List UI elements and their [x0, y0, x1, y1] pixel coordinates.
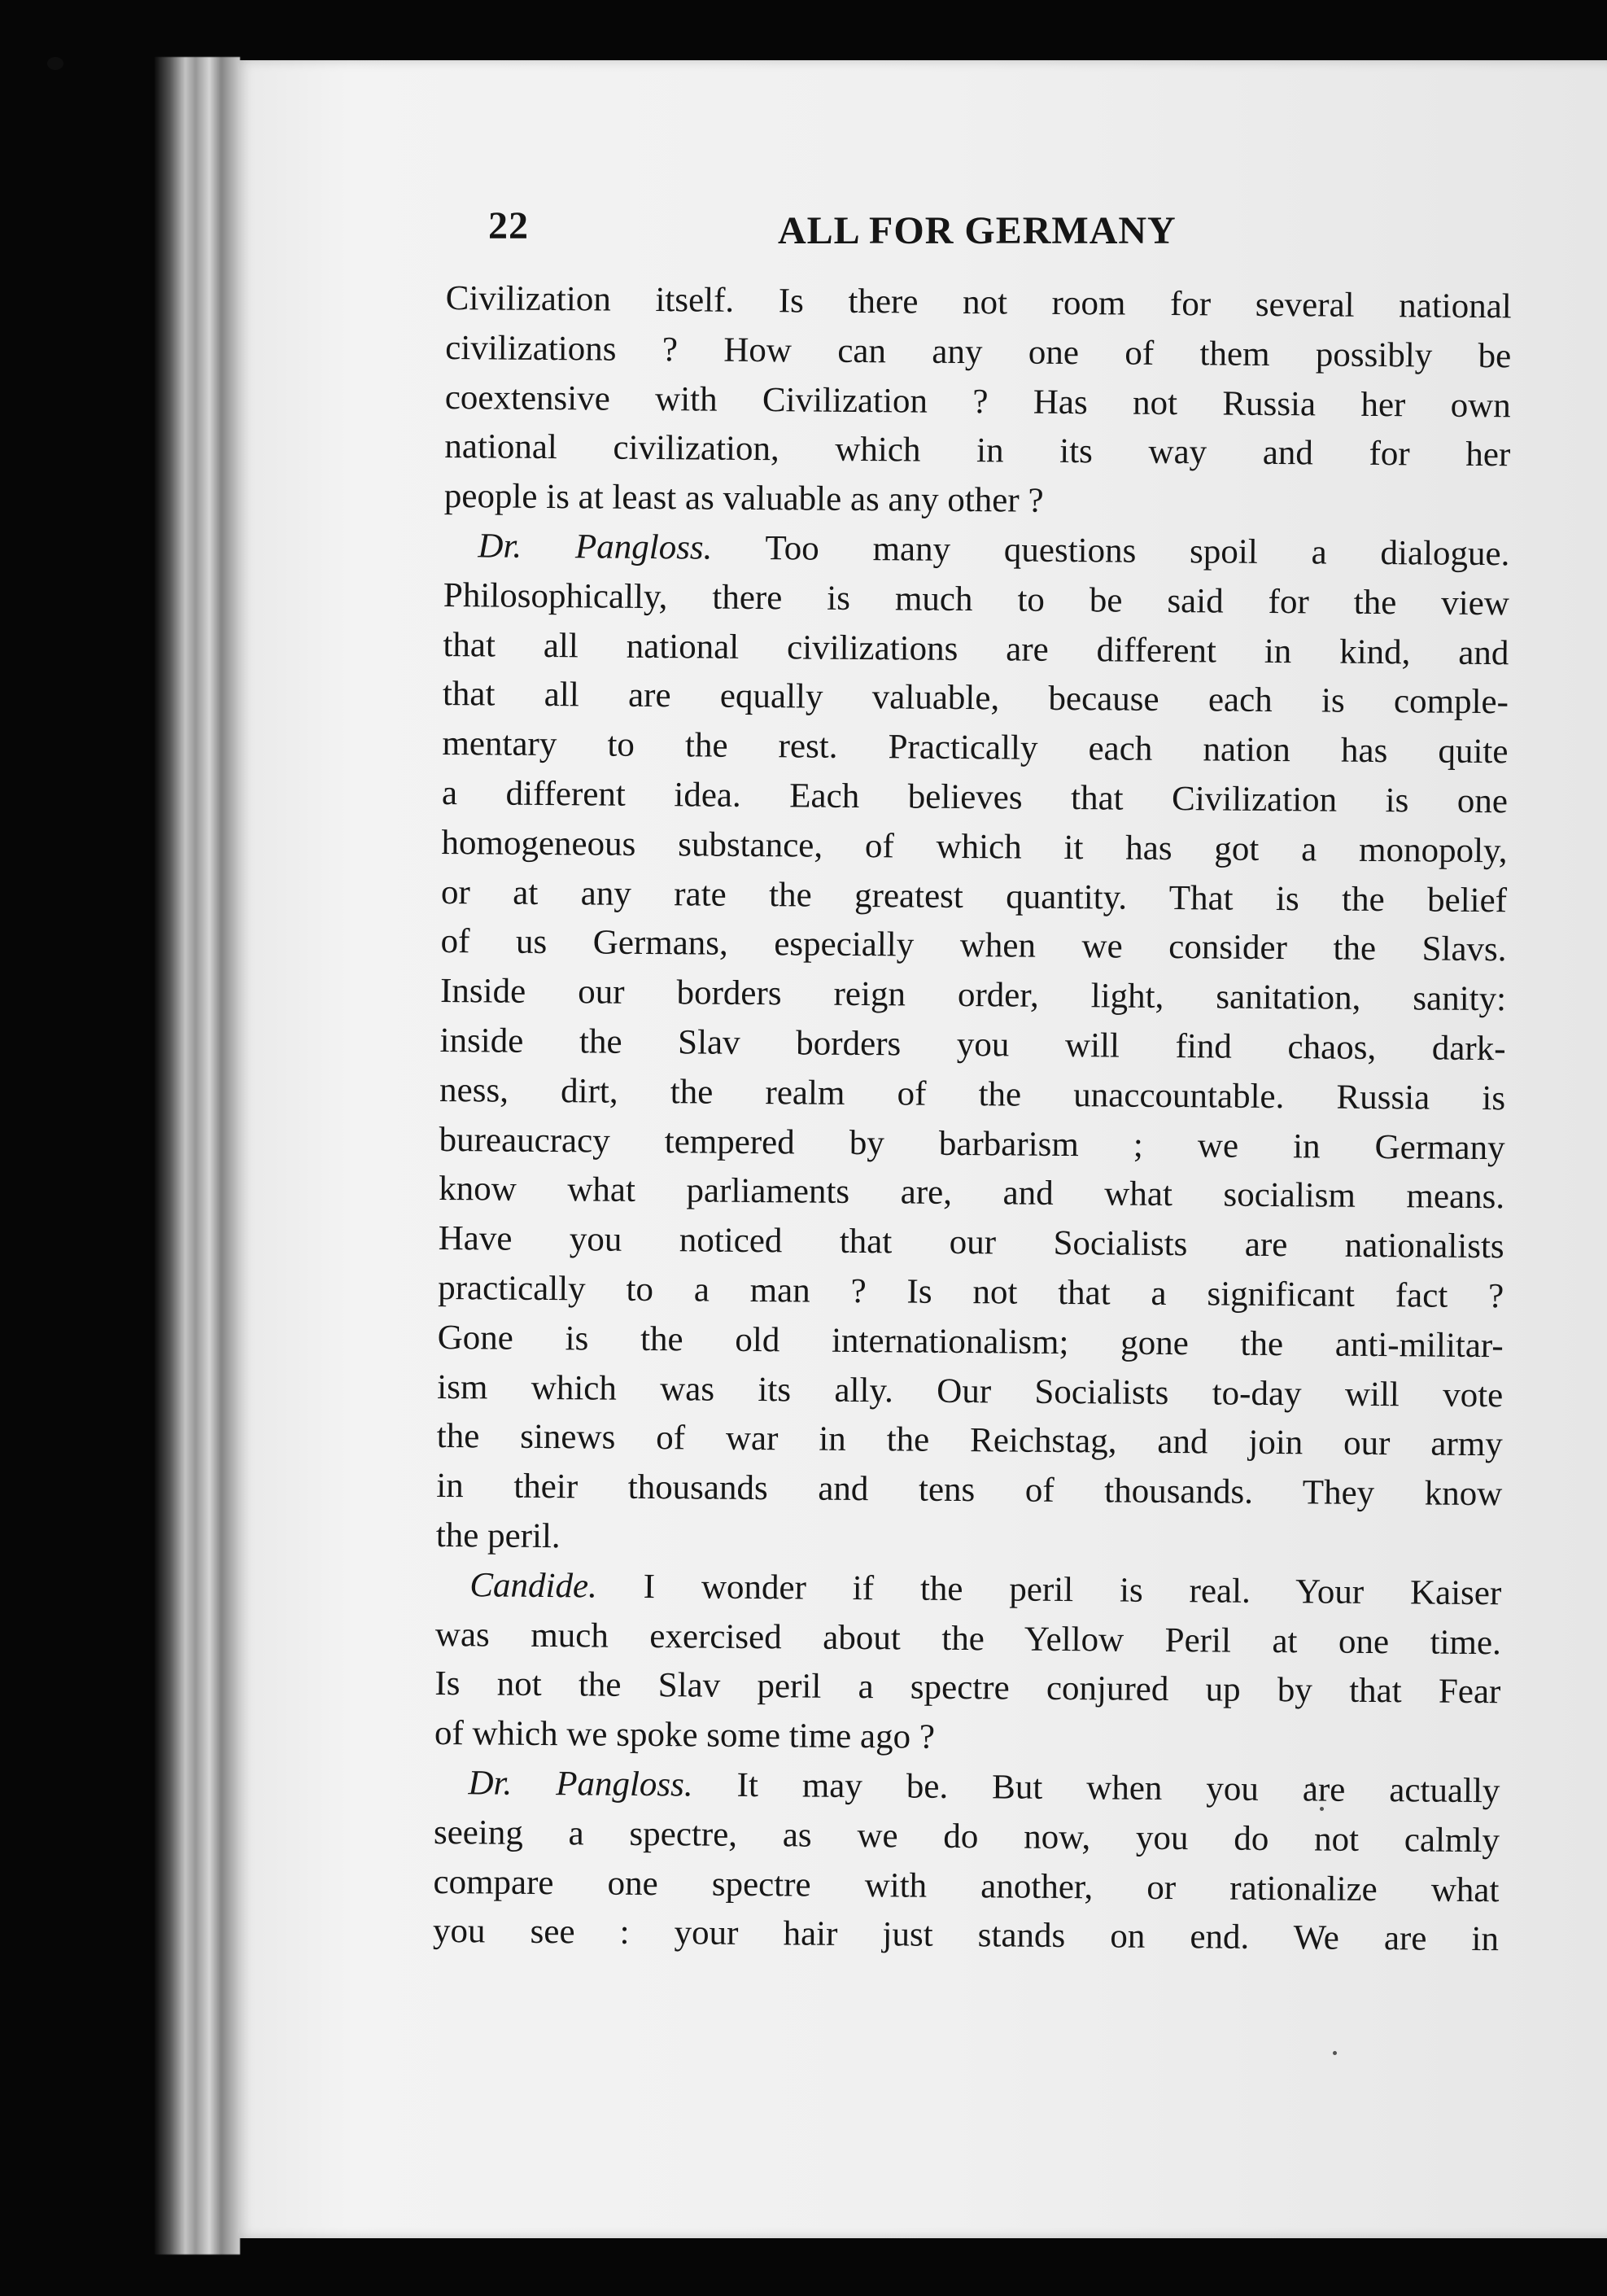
book-text: [433, 274, 1512, 1965]
text-line: of us Germans, especially when we consider the Slavs.: [440, 922, 1507, 969]
book-page-edge: [155, 57, 240, 2254]
text-line: ness, dirt, the realm of the unaccountable. Russia is: [439, 1070, 1506, 1118]
text-line: the sinews of war in the Reichstag, and join our army: [436, 1417, 1503, 1464]
page-number: 22: [488, 204, 529, 247]
text-line: a different idea. Each believes that Civilization is one: [441, 773, 1509, 821]
paragraph-opening-line: [434, 1759, 1500, 1817]
text-line: inside the Slav borders you will find chaos, dark-: [439, 1021, 1506, 1069]
paragraph-candide: [435, 1561, 1502, 1767]
text-line: coextensive with Civilization ? Has not Russia her own: [444, 378, 1511, 425]
text-line: you see : your hair just stands on end. We are in: [432, 1912, 1500, 1959]
text-line: of which we spoke some time ago ?: [434, 1714, 936, 1756]
paragraph-1: [444, 274, 1512, 530]
page-speck: [1333, 2051, 1337, 2055]
dialogue-text: Too many questions spoil a dialogue.: [765, 529, 1510, 574]
text-line: Have you noticed that our Socialists are nationalists: [438, 1219, 1504, 1266]
text-line: that all national civilizations are different in kind, and: [443, 625, 1509, 672]
text-line: civilizations ? How can any one of them possibly be: [445, 328, 1512, 376]
speaker-dr-pangloss: Dr. Pangloss.: [468, 1764, 693, 1804]
running-head: [488, 203, 1221, 260]
text-line: or at any rate the greatest quantity. That is the belief: [440, 872, 1508, 920]
text-line: the peril.: [435, 1515, 561, 1556]
text-line: Gone is the old internationalism; gone the anti-militar-: [437, 1318, 1504, 1365]
dialogue-text: I wonder if the peril is real. Your Kaiser: [643, 1567, 1502, 1612]
text-line: in their thousands and tens of thousands. They know: [436, 1467, 1503, 1514]
text-line: was much exercised about the Yellow Peril at one time.: [435, 1615, 1502, 1662]
text-line: practically to a man ? Is not that a significant fact ?: [438, 1268, 1504, 1316]
text-line: know what parliaments are, and what socialism means.: [438, 1170, 1505, 1217]
text-line: mentary to the rest. Practically each nation has quite: [442, 724, 1509, 772]
text-line: people is at least as valuable as any other ?: [443, 477, 1044, 520]
running-title: ALL FOR GERMANY: [778, 209, 1177, 252]
text-line: national civilization, which in its way and for her: [444, 427, 1511, 475]
text-line: Civilization itself. Is there not room for several national: [445, 278, 1512, 326]
paragraph-opening-line: [443, 522, 1509, 579]
text-line: bureaucracy tempered by barbarism ; we in Germany: [439, 1120, 1505, 1167]
dialogue-text: It may be. But when you are actually: [736, 1765, 1500, 1811]
text-line: ism which was its ally. Our Socialists to-day will vote: [437, 1367, 1504, 1415]
speaker-candide: Candide.: [469, 1565, 598, 1606]
paragraph-dr-pangloss-2: [433, 1759, 1500, 1965]
paragraph-dr-pangloss: [436, 522, 1510, 1569]
text-line: compare one spectre with another, or rationalize what: [433, 1862, 1500, 1909]
text-line: that all are equally valuable, because each is comple-: [442, 675, 1509, 722]
text-line: Inside our borders reign order, light, sanitation, sanity:: [439, 972, 1507, 1019]
speaker-dr-pangloss: Dr. Pangloss.: [478, 527, 713, 567]
paragraph-opening-line: [435, 1561, 1501, 1619]
text-line: seeing a spectre, as we do now, you do not calmly: [433, 1813, 1500, 1860]
text-line: homogeneous substance, of which it has got a monopoly,: [441, 823, 1508, 871]
text-line: Philosophically, there is much to be said for the view: [443, 575, 1510, 623]
scan-mark: [47, 57, 63, 70]
text-line: Is not the Slav peril a spectre conjured up by that Fear: [435, 1664, 1501, 1712]
